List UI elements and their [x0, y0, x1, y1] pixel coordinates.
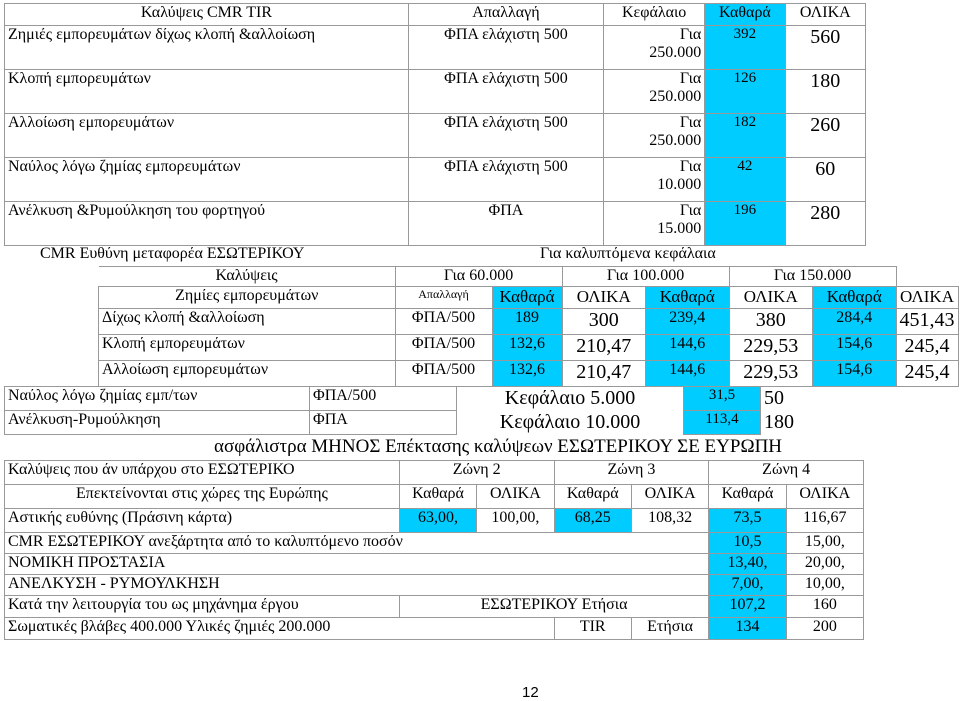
- table-row: [99, 335, 959, 361]
- row-capital: [604, 202, 705, 246]
- cell: 132,6: [492, 361, 562, 387]
- header-capital: Κεφάλαιο: [604, 4, 705, 26]
- row-net: 392: [705, 26, 785, 70]
- cmr-domestic-title: CMR Ευθύνη μεταφορέα ΕΣΩΤΕΡΙΚΟΥ: [40, 245, 305, 262]
- capital-amount: 250.000: [649, 88, 702, 105]
- t2-header-tot-1: ΟΛΙΚΑ: [562, 287, 646, 309]
- cell: 300: [562, 309, 646, 335]
- t2-header-tot-2: ΟΛΙΚΑ: [729, 287, 813, 309]
- cell: 73,5: [709, 509, 786, 533]
- table-row: [5, 26, 866, 70]
- cell: 154,6: [813, 335, 897, 361]
- row-name: Ναύλος λόγω ζημίας εμπ/των: [5, 387, 310, 411]
- cell: 245,4: [896, 335, 958, 361]
- zone-row: [5, 461, 864, 485]
- row-ded: ΦΠΑ: [408, 202, 603, 246]
- row-name: Επεκτείνονται στις χώρες της Ευρώπης: [5, 485, 400, 509]
- row-mid: ΕΣΩΤΕΡΙΚΟΥ Ετήσια: [399, 596, 708, 618]
- table-row: [5, 618, 864, 640]
- row-ded: ΦΠΑ/500: [395, 361, 492, 387]
- row-net: 126: [705, 70, 785, 114]
- table-row: [5, 575, 864, 596]
- cap-100: Για 100.000: [562, 267, 729, 287]
- t2-header-net-1: Καθαρά: [492, 287, 562, 309]
- cell: 63,00,: [399, 509, 476, 533]
- row-total: 50: [764, 386, 784, 409]
- table-row: [5, 554, 864, 575]
- cell: 154,6: [813, 361, 897, 387]
- europe-table: [4, 460, 864, 640]
- t2-header-net-3: Καθαρά: [813, 287, 897, 309]
- header-coverage: Καλύψεις CMR TIR: [5, 4, 409, 26]
- row-net: 182: [705, 114, 785, 158]
- table-header: [5, 4, 866, 26]
- row-capital: Κεφάλαιο 5.000: [504, 386, 636, 409]
- cell: 229,53: [729, 335, 813, 361]
- row-name: Καλύψεις που άν υπάρχου στο ΕΣΩΤΕΡΙΚΟ: [5, 461, 400, 485]
- row-net: 31,5: [684, 387, 761, 411]
- cell: 10,5: [709, 533, 786, 554]
- row-ded: ΦΠΑ/500: [395, 309, 492, 335]
- table-row: [5, 411, 828, 435]
- cmr-domestic-table: [98, 266, 959, 387]
- cell: 189: [492, 309, 562, 335]
- row-capital: [604, 114, 705, 158]
- row-ded: ΦΠΑ ελάχιστη 500: [408, 158, 603, 202]
- row-name: Κλοπή εμπορευμάτων: [5, 70, 409, 114]
- row-ded: ΦΠΑ/500: [395, 335, 492, 361]
- net-label: Καθαρά: [554, 485, 631, 509]
- capital-amount: 250.000: [649, 44, 702, 61]
- row-mid-2: Ετήσια: [631, 618, 708, 640]
- total-label: ΟΛΙΚΑ: [786, 485, 863, 509]
- freight-towing-table: [4, 386, 828, 435]
- capital-prefix: Για: [679, 114, 702, 131]
- cell: 144,6: [646, 335, 730, 361]
- row-name: CMR ΕΣΩΤΕΡΙΚΟΥ ανεξάρτητα από το καλυπτόμενο ποσόν: [5, 533, 709, 554]
- total-label: ΟΛΙΚΑ: [631, 485, 708, 509]
- zone-3: Ζώνη 3: [554, 461, 709, 485]
- cell: 132,6: [492, 335, 562, 361]
- row-ded: ΦΠΑ/500: [310, 387, 457, 411]
- row-ded: ΦΠΑ ελάχιστη 500: [408, 26, 603, 70]
- covered-capital-title: Για καλυπτόμενα κεφάλαια: [540, 245, 716, 262]
- table-row: [5, 202, 866, 246]
- net-label: Καθαρά: [709, 485, 786, 509]
- cell: 134: [709, 618, 786, 640]
- t2-header-net-2: Καθαρά: [646, 287, 730, 309]
- zone-2: Ζώνη 2: [399, 461, 554, 485]
- t2-header-tot-3: ΟΛΙΚΑ: [896, 287, 958, 309]
- net-label: Καθαρά: [399, 485, 476, 509]
- europe-title: ασφάλιστρα ΜΗΝΟΣ Επέκτασης καλύψεων ΕΣΩΤΕΡΙΚΟΥ ΣΕ ΕΥΡΩΠΗ: [214, 436, 783, 457]
- row-net: 42: [705, 158, 785, 202]
- cell: 20,00,: [786, 554, 863, 575]
- table-row: [5, 596, 864, 618]
- capital-prefix: Για: [679, 26, 702, 43]
- row-name: Αλλοίωση εμπορευμάτων: [99, 361, 396, 387]
- capital-prefix: Για: [679, 70, 702, 87]
- row-net: 196: [705, 202, 785, 246]
- cell: 7,00,: [709, 575, 786, 596]
- cell: 245,4: [896, 361, 958, 387]
- row-total: 560: [785, 26, 865, 70]
- cap-row: [99, 267, 959, 287]
- t2-header: [99, 287, 959, 309]
- header-row: [5, 485, 864, 509]
- table-row: [5, 533, 864, 554]
- table-row: [5, 70, 866, 114]
- zone-4: Ζώνη 4: [709, 461, 864, 485]
- capital-prefix: Για: [679, 202, 702, 219]
- table-row: [5, 158, 866, 202]
- cell: 160: [786, 596, 863, 618]
- row-net: 113,4: [684, 411, 761, 435]
- cell: 116,67: [786, 509, 863, 533]
- header-deductible: Απαλλαγή: [408, 4, 603, 26]
- t2-header-ded: Απαλλαγή: [395, 287, 492, 309]
- table-row: [99, 309, 959, 335]
- row-capital: [604, 26, 705, 70]
- row-name: Ναύλος λόγω ζημίας εμπορευμάτων: [5, 158, 409, 202]
- t2-header-name: Ζημίες εμπορευμάτων: [99, 287, 396, 309]
- row-ded: ΦΠΑ: [310, 411, 457, 435]
- total-label: ΟΛΙΚΑ: [477, 485, 554, 509]
- row-name: Σωματικές βλάβες 400.000 Υλικές ζημιές 200.000: [5, 618, 555, 640]
- row-capital: [604, 70, 705, 114]
- row-name: ΑΝΕΛΚΥΣΗ - ΡΥΜΟΥΛΚΗΣΗ: [5, 575, 709, 596]
- row-total: 180: [764, 410, 794, 433]
- header-net: Καθαρά: [705, 4, 785, 26]
- row-name: Κλοπή εμπορευμάτων: [99, 335, 396, 361]
- cap-150: Για 150.000: [729, 267, 896, 287]
- row-ded: ΦΠΑ ελάχιστη 500: [408, 70, 603, 114]
- capital-amount: 250.000: [649, 132, 702, 149]
- row-total: 280: [785, 202, 865, 246]
- cell: 107,2: [709, 596, 786, 618]
- cell: 200: [786, 618, 863, 640]
- cell: 229,53: [729, 361, 813, 387]
- row-name: Αστικής ευθύνης (Πράσινη κάρτα): [5, 509, 400, 533]
- capital-amount: 10.000: [657, 176, 702, 193]
- row-name: Ζημιές εμπορευμάτων δίχως κλοπή &αλλοίωση: [5, 26, 409, 70]
- table-row: [5, 509, 864, 533]
- header-total: ΟΛΙΚΑ: [785, 4, 865, 26]
- capital-prefix: Για: [679, 158, 702, 175]
- cell: 108,32: [631, 509, 708, 533]
- cmr-tir-table: [4, 3, 866, 26]
- row-name: Ανέλκυση &Ρυμούλκηση του φορτηγού: [5, 202, 409, 246]
- cell: 100,00,: [477, 509, 554, 533]
- row-capital: [604, 158, 705, 202]
- cell: 15,00,: [786, 533, 863, 554]
- table-row: [5, 114, 866, 158]
- row-name: Κατά την λειτουργία του ως μηχάνημα έργου: [5, 596, 400, 618]
- cell: 284,4: [813, 309, 897, 335]
- cell: 239,4: [646, 309, 730, 335]
- row-total: 180: [785, 70, 865, 114]
- row-name: Ανέλκυση-Ρυμούλκηση: [5, 411, 310, 435]
- cell: 380: [729, 309, 813, 335]
- cap-60: Για 60.000: [395, 267, 562, 287]
- cell: 10,00,: [786, 575, 863, 596]
- row-name: Δίχως κλοπή &αλλοίωση: [99, 309, 396, 335]
- cell: 451,43: [896, 309, 958, 335]
- table-row: [99, 361, 959, 387]
- row-mid: TIR: [554, 618, 631, 640]
- cell: 68,25: [554, 509, 631, 533]
- row-name: Αλλοίωση εμπορευμάτων: [5, 114, 409, 158]
- row-name: ΝΟΜΙΚΗ ΠΡΟΣΤΑΣΙΑ: [5, 554, 709, 575]
- cell: 144,6: [646, 361, 730, 387]
- cover-label: Καλύψεις: [99, 267, 396, 287]
- cell: 210,47: [562, 335, 646, 361]
- row-total: 60: [785, 158, 865, 202]
- row-capital: Κεφάλαιο 10.000: [499, 410, 641, 433]
- cmr-tir-rows: [4, 25, 866, 246]
- cell: 13,40,: [709, 554, 786, 575]
- row-total: 260: [785, 114, 865, 158]
- capital-amount: 15.000: [657, 220, 702, 237]
- cell: 210,47: [562, 361, 646, 387]
- row-ded: ΦΠΑ ελάχιστη 500: [408, 114, 603, 158]
- page-number: 12: [522, 684, 539, 701]
- table-row: [5, 387, 828, 411]
